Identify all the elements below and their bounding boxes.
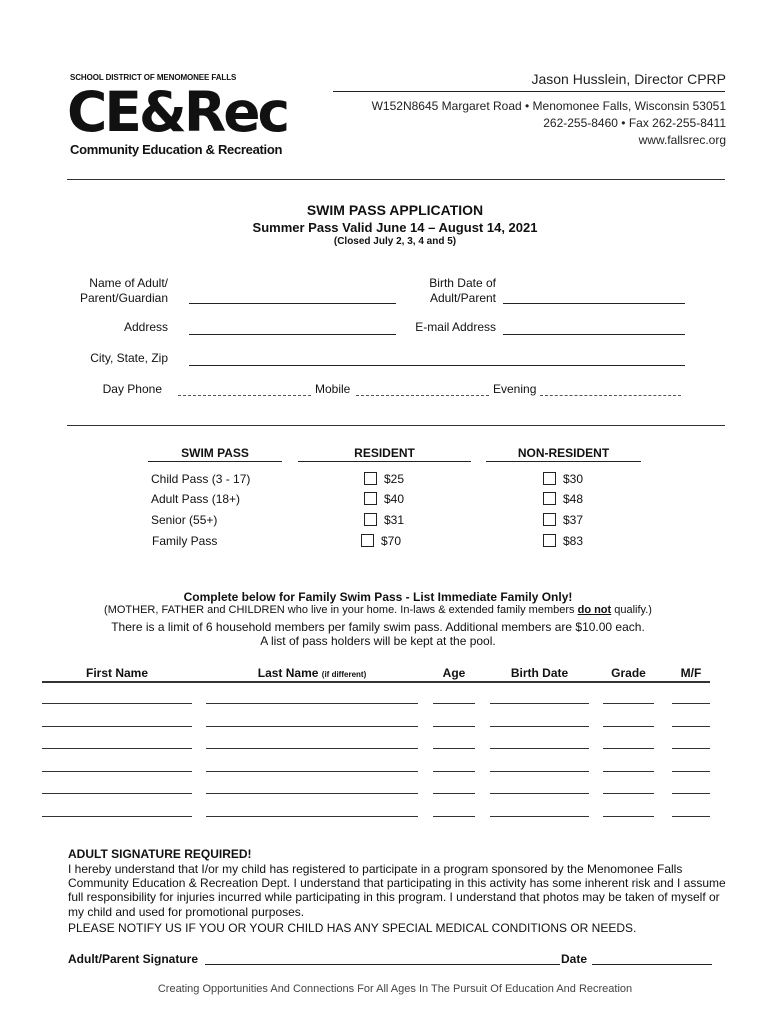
family-header-rule <box>42 681 710 683</box>
city-field[interactable] <box>189 365 685 366</box>
address-label: Address <box>123 320 168 334</box>
office-phone-fax: 262-255-8460 • Fax 262-255-8411 <box>543 116 726 130</box>
resident-price: $31 <box>384 513 405 527</box>
first-name-field[interactable] <box>42 748 192 749</box>
grade-header: Grade <box>611 666 646 680</box>
evening-field[interactable] <box>540 395 681 396</box>
non-resident-price: $30 <box>563 472 584 486</box>
family-list-note <box>0 634 756 648</box>
pass-row-label: Child Pass (3 - 17) <box>151 472 251 486</box>
mobile-label: Mobile <box>315 382 351 396</box>
closed-note: (Closed July 2, 3, 4 and 5) <box>333 236 457 247</box>
director-name: Jason Husslein, Director CPRP <box>531 71 726 87</box>
name-label-line2: Parent/Guardian <box>79 291 168 305</box>
office-address: W152N8645 Margaret Road • Menomonee Falls, Wisconsin 53051 <box>371 99 726 113</box>
last-name-field[interactable] <box>206 793 418 794</box>
pass-row-label: Adult Pass (18+) <box>151 492 241 506</box>
last-name-header <box>206 666 418 680</box>
grade-field[interactable] <box>603 793 654 794</box>
non-resident-header: NON-RESIDENT <box>517 446 610 460</box>
page-title: SWIM PASS APPLICATION <box>306 202 484 218</box>
name-field[interactable] <box>189 303 396 304</box>
first-name-header: First Name <box>85 666 149 680</box>
resident-checkbox[interactable] <box>364 492 377 505</box>
non-resident-checkbox[interactable] <box>543 513 556 526</box>
birth-date-field[interactable] <box>490 816 589 817</box>
mf-field[interactable] <box>672 703 710 704</box>
district-name: SCHOOL DISTRICT OF MENOMONEE FALLS <box>70 73 237 82</box>
non-resident-price: $37 <box>563 513 584 527</box>
grade-field[interactable] <box>603 771 654 772</box>
birth-label-line1: Birth Date of <box>429 276 496 290</box>
mobile-field[interactable] <box>356 395 489 396</box>
non-resident-checkbox[interactable] <box>543 472 556 485</box>
brand-tagline: Community Education & Recreation <box>70 142 283 157</box>
resident-header-rule <box>298 461 471 462</box>
resident-checkbox[interactable] <box>364 472 377 485</box>
mf-field[interactable] <box>672 793 710 794</box>
age-field[interactable] <box>433 726 475 727</box>
last-name-field[interactable] <box>206 748 418 749</box>
resident-price: $25 <box>384 472 405 486</box>
top-divider <box>67 179 725 180</box>
family-list-note-text: A list of pass holders will be kept at the pool. <box>260 634 496 648</box>
birth-date-field[interactable] <box>490 748 589 749</box>
mf-field[interactable] <box>672 748 710 749</box>
footer-tagline: Creating Opportunities And Connections For All Ages In The Pursuit Of Education And Recreation <box>157 983 633 995</box>
resident-header: RESIDENT <box>354 446 415 460</box>
first-name-field[interactable] <box>42 703 192 704</box>
medical-notice: PLEASE NOTIFY US IF YOU OR YOUR CHILD HAS ANY SPECIAL MEDICAL CONDITIONS OR NEEDS. <box>68 921 637 935</box>
last-name-field[interactable] <box>206 703 418 704</box>
last-name-field[interactable] <box>206 771 418 772</box>
birth-label-line2: Adult/Parent <box>429 291 496 305</box>
last-name-header-text: Last Name <box>257 666 319 680</box>
resident-checkbox[interactable] <box>361 534 374 547</box>
grade-field[interactable] <box>603 816 654 817</box>
address-field[interactable] <box>189 334 396 335</box>
pass-row-label: Family Pass <box>152 534 218 548</box>
resident-price: $70 <box>381 534 402 548</box>
brand-logo: CE&Rec <box>67 80 288 144</box>
signature-label: Adult/Parent Signature <box>68 952 199 966</box>
date-label: Date <box>561 952 588 966</box>
birth-date-header: Birth Date <box>510 666 569 680</box>
age-field[interactable] <box>433 748 475 749</box>
website-link[interactable]: www.fallsrec.org <box>638 133 726 147</box>
day-phone-field[interactable] <box>178 395 311 396</box>
age-field[interactable] <box>433 793 475 794</box>
last-name-field[interactable] <box>206 816 418 817</box>
date-field[interactable] <box>592 964 712 965</box>
first-name-field[interactable] <box>42 793 192 794</box>
name-label-line1: Name of Adult/ <box>89 276 168 290</box>
middle-divider <box>67 425 725 426</box>
first-name-field[interactable] <box>42 771 192 772</box>
signature-heading: ADULT SIGNATURE REQUIRED! <box>68 847 252 861</box>
mf-field[interactable] <box>672 771 710 772</box>
email-field[interactable] <box>503 334 685 335</box>
birth-date-field[interactable] <box>490 726 589 727</box>
birth-date-label <box>386 276 496 306</box>
swim-pass-header-rule <box>148 461 282 462</box>
birth-date-field[interactable] <box>490 793 589 794</box>
family-note-text: (MOTHER, FATHER and CHILDREN who live in your home. In-laws & extended family members <box>104 604 578 616</box>
family-note-emphasis: do not <box>577 604 612 616</box>
page-subtitle: Summer Pass Valid June 14 – August 14, 2021 <box>252 220 538 235</box>
header-divider <box>333 91 725 92</box>
city-label: City, State, Zip <box>90 351 168 365</box>
signature-terms: I hereby understand that I/or my child has registered to participate in a program sponsored by the Menomonee Falls Community Education & Recreation Dept. I understand that participating in this activity has some inherent risk and I assume full responsibility for injuries incurred while participating in this program. I understand that photos may be taken of myself or my child and used for promotional purposes. <box>68 862 726 919</box>
birth-date-field[interactable] <box>503 303 685 304</box>
grade-field[interactable] <box>603 703 654 704</box>
email-label: E-mail Address <box>415 320 496 334</box>
mf-header: M/F <box>680 666 702 680</box>
mf-field[interactable] <box>672 816 710 817</box>
age-field[interactable] <box>433 771 475 772</box>
family-note <box>0 604 756 616</box>
last-name-field[interactable] <box>206 726 418 727</box>
signature-field[interactable] <box>205 964 560 965</box>
pass-row-label: Senior (55+) <box>151 513 218 527</box>
grade-field[interactable] <box>603 748 654 749</box>
non-resident-header-rule <box>486 461 641 462</box>
age-field[interactable] <box>433 703 475 704</box>
mf-field[interactable] <box>672 726 710 727</box>
non-resident-price: $83 <box>563 534 584 548</box>
non-resident-checkbox[interactable] <box>543 534 556 547</box>
swim-pass-header: SWIM PASS <box>181 446 249 460</box>
last-name-header-note: (if different) <box>321 670 367 679</box>
first-name-field[interactable] <box>42 726 192 727</box>
age-field[interactable] <box>433 816 475 817</box>
evening-label: Evening <box>493 382 537 396</box>
non-resident-checkbox[interactable] <box>543 492 556 505</box>
family-limit: There is a limit of 6 household members per family swim pass. Additional members are $10.00 each. <box>111 620 645 634</box>
grade-field[interactable] <box>603 726 654 727</box>
birth-date-field[interactable] <box>490 703 589 704</box>
non-resident-price: $48 <box>563 492 584 506</box>
name-label <box>60 276 168 306</box>
first-name-field[interactable] <box>42 816 192 817</box>
resident-checkbox[interactable] <box>364 513 377 526</box>
family-heading: Complete below for Family Swim Pass - List Immediate Family Only! <box>183 590 573 604</box>
age-header: Age <box>442 666 466 680</box>
resident-price: $40 <box>384 492 405 506</box>
family-note-end: qualify.) <box>611 604 652 616</box>
day-phone-label: Day Phone <box>102 382 162 396</box>
birth-date-field[interactable] <box>490 771 589 772</box>
